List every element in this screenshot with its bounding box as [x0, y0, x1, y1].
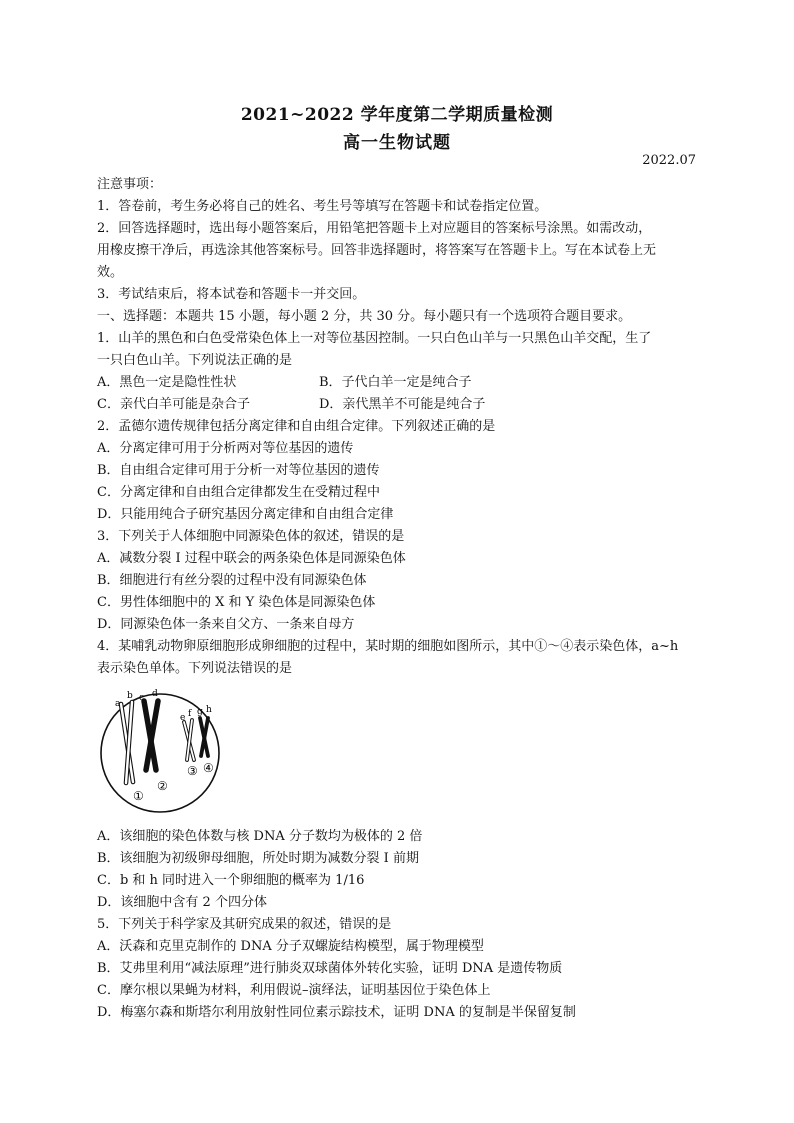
option-c: C．男性体细胞中的 X 和 Y 染色体是同源染色体 [97, 595, 376, 610]
chromatid-label-d: d [152, 689, 158, 699]
notes-section [97, 174, 697, 306]
option-c: C．分离定律和自由组合定律都发生在受精过程中 [97, 485, 380, 500]
option-row [97, 394, 697, 416]
question-1 [97, 328, 697, 416]
question-stem: 表示染色单体。下列说法错误的是 [97, 661, 293, 676]
exam-subtitle: 高一生物试题 [343, 133, 451, 153]
chromosome-label-4: ④ [203, 761, 214, 775]
option-d: D．梅塞尔森和斯塔尔利用放射性同位素示踪技术，证明 DNA 的复制是半保留复制 [97, 1005, 576, 1020]
option-d: D．该细胞中含有 2 个四分体 [97, 895, 267, 910]
chromatid-label-h: h [206, 705, 212, 715]
question-stem: 1．山羊的黑色和白色受常染色体上一对等位基因控制。一只白色山羊与一只黑色山羊交配，生了 [97, 331, 652, 346]
notes-heading: 注意事项： [97, 177, 163, 192]
notes-line: 效。 [97, 265, 124, 280]
option-c: C．摩尔根以果蝇为材料，利用假说–演绎法，证明基因位于染色体上 [97, 983, 491, 998]
option-a: A．分离定律可用于分析两对等位基因的遗传 [97, 441, 354, 456]
chromosome-label-3: ③ [187, 764, 198, 778]
option-a: A．该细胞的染色体数与核 DNA 分子数均为极体的 2 倍 [97, 829, 423, 844]
section-heading: 一、选择题：本题共 15 小题，每小题 2 分，共 30 分。每小题只有一个选项符合题目要求。 [97, 309, 632, 324]
question-5 [97, 914, 697, 1024]
option-a: A．沃森和克里克制作的 DNA 分子双螺旋结构模型，属于物理模型 [97, 939, 484, 954]
cell-figure [97, 688, 697, 816]
chromosome-2 [144, 701, 158, 770]
option-a: A．减数分裂 I 过程中联会的两条染色体是同源染色体 [97, 551, 406, 566]
question-stem: 4．某哺乳动物卵原细胞形成卵细胞的过程中，某时期的细胞如图所示，其中①～④表示染色体，a~h [97, 639, 679, 654]
question-3 [97, 526, 697, 636]
option-row [97, 372, 697, 394]
option-c: C．b 和 h 同时进入一个卵细胞的概率为 1/16 [97, 873, 365, 888]
chromosome-label-2: ② [157, 779, 168, 793]
exam-title: 2021~2022 学年度第二学期质量检测 [240, 105, 554, 125]
question-stem: 一只白色山羊。下列说法正确的是 [97, 353, 293, 368]
chromatid-label-c: c [139, 693, 145, 703]
exam-date: 2022.07 [642, 153, 696, 168]
option-d: D．亲代黑羊不可能是纯合子 [319, 397, 486, 412]
option-b: B．细胞进行有丝分裂的过程中没有同源染色体 [97, 573, 367, 588]
question-stem: 3．下列关于人体细胞中同源染色体的叙述，错误的是 [97, 529, 405, 544]
chromosome-label-1: ① [133, 789, 144, 803]
chromatid-label-g: g [197, 707, 203, 717]
chromosome-1 [121, 702, 133, 783]
option-a: A．黑色一定是隐性性状 [97, 375, 237, 390]
option-d: D．只能用纯合子研究基因分离定律和自由组合定律 [97, 507, 394, 522]
option-b: B．子代白羊一定是纯合子 [319, 375, 472, 390]
notes-line: 2．回答选择题时，选出每小题答案后，用铅笔把答题卡上对应题目的答案标号涂黑。如需改动， [97, 221, 652, 236]
chromatid-label-a: a [115, 699, 121, 709]
option-c: C．亲代白羊可能是杂合子 [97, 397, 250, 412]
chromosome-4 [200, 718, 208, 756]
notes-line: 1．答卷前，考生务必将自己的姓名、考生号等填写在答题卡和试卷指定位置。 [97, 199, 548, 214]
question-4 [97, 636, 697, 914]
cell-diagram [100, 688, 220, 816]
chromatid-label-e: e [180, 713, 186, 723]
notes-line: 3．考试结束后，将本试卷和答题卡一并交回。 [97, 287, 366, 302]
option-b: B．该细胞为初级卵母细胞，所处时期为减数分裂 I 前期 [97, 851, 419, 866]
chromatid-label-b: b [127, 691, 133, 701]
question-2 [97, 416, 697, 526]
option-d: D．同源染色体一条来自父方、一条来自母方 [97, 617, 355, 632]
question-stem: 2．孟德尔遗传规律包括分离定律和自由组合定律。下列叙述正确的是 [97, 419, 496, 434]
chromatid-label-f: f [188, 709, 192, 719]
exam-body [97, 174, 697, 1024]
option-b: B．艾弗里利用“减法原理”进行肺炎双球菌体外转化实验，证明 DNA 是遗传物质 [97, 961, 563, 976]
question-stem: 5．下列关于科学家及其研究成果的叙述，错误的是 [97, 917, 392, 932]
chromosome-3 [184, 720, 194, 760]
option-b: B．自由组合定律可用于分析一对等位基因的遗传 [97, 463, 380, 478]
notes-line: 用橡皮擦干净后，再选涂其他答案标号。回答非选择题时，将答案写在答题卡上。写在本试卷上无 [97, 243, 657, 258]
